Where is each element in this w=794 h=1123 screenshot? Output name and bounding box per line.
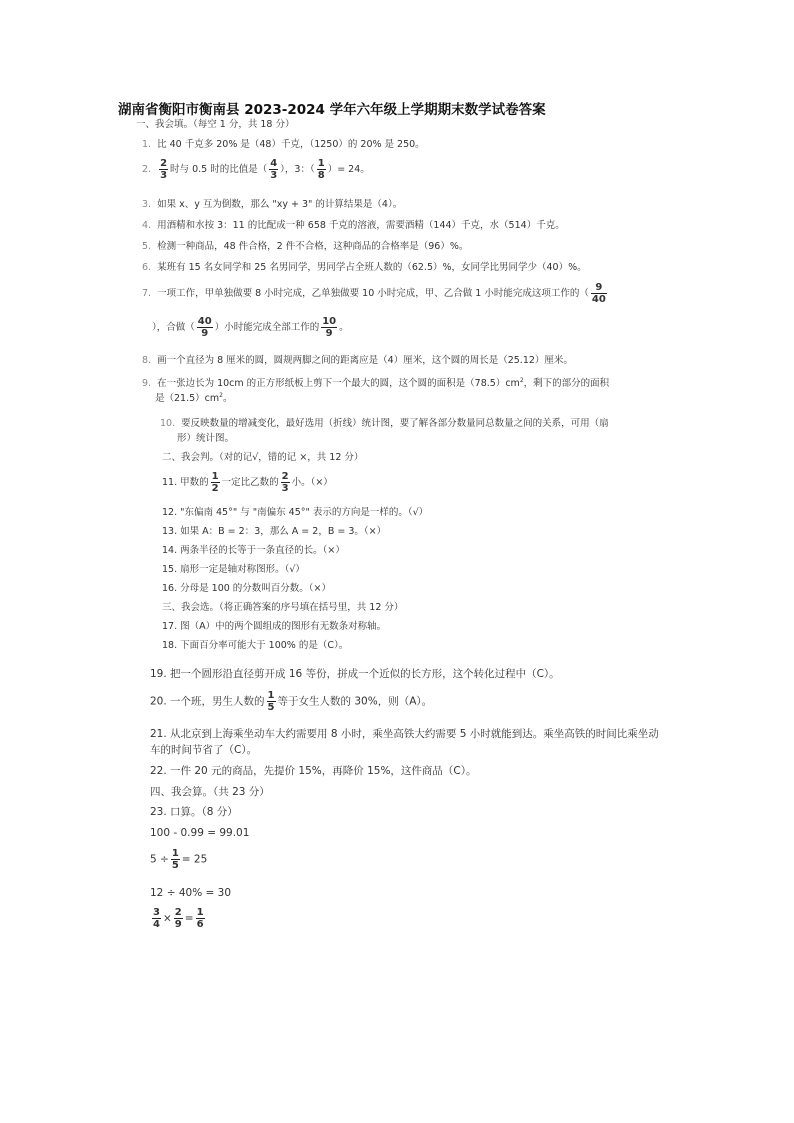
- section-heading-judge: 二、我会判。（对的记√，错的记 ×，共 12 分）: [162, 452, 364, 463]
- question-text: ），合做（: [152, 322, 195, 333]
- question-text: 小。（×）: [291, 477, 333, 488]
- question-text: 如果 x、y 互为倒数，那么 "xy + 3" 的计算结果是（4）。: [157, 199, 403, 210]
- question-16: 16. 分母是 100 的分数叫百分数。（×）: [162, 583, 332, 594]
- calc-operator: ×: [162, 912, 172, 925]
- fraction: $\frac{1}{6}$: [196, 907, 204, 930]
- fraction: $\frac{1}{5}$: [267, 690, 275, 713]
- fraction: $\frac{9}{40}$: [591, 282, 606, 305]
- question-text: ，剩下的部分的面积: [523, 378, 610, 390]
- question-text: ），3：（: [280, 164, 315, 175]
- question-15: 15. 扇形一定是轴对称图形。（√）: [162, 564, 305, 575]
- question-17: 17. 图（A）中的两个圆组成的图形有无数条对称轴。: [162, 621, 387, 632]
- question-21-line-2: 车的时间节省了（C）。: [150, 744, 258, 756]
- fraction: $\frac{10}{9}$: [322, 316, 337, 339]
- calculation-4: [150, 907, 207, 930]
- section-heading-fill: 一、我会填。（每空 1 分，共 18 分）: [136, 119, 295, 130]
- question-number: 8.: [142, 355, 152, 366]
- question-text: 一项工作，甲单独做要 8 小时完成，乙单独做要 10 小时完成，甲、乙合做 1 小时能完成这项工作的（: [157, 288, 589, 299]
- question-text: 。: [339, 322, 349, 333]
- superscript: 2: [219, 392, 223, 399]
- question-text: 时与 0.5 时的比值是（: [170, 164, 268, 175]
- section-heading-calc: 四、我会算。（共 23 分）: [150, 786, 270, 798]
- question-text: 用酒精和水按 3：11 的比配成一种 658 千克的溶液，需要酒精（144）千克，水（514）千克。: [157, 220, 565, 231]
- fraction: $\frac{4}{3}$: [270, 158, 278, 181]
- question-number: 7.: [142, 288, 152, 299]
- section-heading-choose: 三、我会选。（将正确答案的序号填在括号里，共 12 分）: [162, 602, 404, 613]
- fraction: $\frac{40}{9}$: [197, 316, 212, 339]
- question-text: 等于女生人数的 30%，则（A）。: [277, 695, 433, 708]
- question-21: 21. 从北京到上海乘坐动车大约需要用 8 小时，乘坐高铁大约需要 5 小时就能到达。乘坐高铁的时间比乘坐动: [150, 728, 659, 740]
- question-23: 23. 口算。（8 分）: [150, 806, 238, 818]
- question-number: 9.: [142, 378, 152, 390]
- question-19: 19. 把一个圆形沿直径剪开成 16 等份，拼成一个近似的长方形，这个转化过程中（C）。: [150, 668, 560, 680]
- fraction: $\frac{2}{9}$: [174, 907, 182, 930]
- question-4: [142, 219, 565, 232]
- question-8: [142, 354, 573, 367]
- question-12: 12. "东偏南 45°" 与 "南偏东 45°" 表示的方向是一样的。（√）: [162, 507, 429, 518]
- question-13: 13. 如果 A：B = 2：3，那么 A = 2，B = 3。（×）: [162, 526, 387, 537]
- question-10: [160, 417, 609, 430]
- question-9-line-2: [155, 389, 232, 405]
- question-1: [142, 138, 425, 151]
- question-2: [142, 158, 370, 181]
- superscript: 2: [519, 377, 524, 384]
- question-text: 比 40 千克多 20% 是（48）千克，（1250）的 20% 是 250。: [157, 139, 425, 150]
- page-title: 湖南省衡阳市衡南县 2023-2024 学年六年级上学期期末数学试卷答案: [118, 102, 546, 118]
- question-7: [142, 282, 609, 305]
- calc-text: = 25: [181, 853, 208, 866]
- question-text: ）小时能完成全部工作的: [214, 322, 320, 333]
- fraction: $\frac{1}{5}$: [171, 848, 179, 871]
- question-7-line-2: [152, 316, 349, 339]
- question-11: [162, 471, 333, 494]
- calculation-1: 100 - 0.99 = 99.01: [150, 827, 250, 839]
- question-9: [142, 374, 609, 390]
- calculation-3: 12 ÷ 40% = 30: [150, 887, 232, 899]
- question-text: ）= 24。: [327, 164, 370, 175]
- question-22: 22. 一件 20 元的商品，先提价 15%，再降价 15%，这件商品（C）。: [150, 765, 477, 777]
- question-18: 18. 下面百分率可能大于 100% 的是（C）。: [162, 640, 349, 651]
- question-text: 检测一种商品，48 件合格，2 件不合格，这种商品的合格率是（96）%。: [157, 241, 469, 252]
- question-number: 1.: [142, 139, 152, 150]
- question-number: 6.: [142, 262, 152, 273]
- question-text: 在一张边长为 10cm 的正方形纸板上剪下一个最大的圆，这个圆的面积是（78.5）cm: [157, 378, 520, 390]
- question-3: [142, 198, 402, 211]
- question-text: 要反映数量的增减变化，最好选用（折线）统计图，要了解各部分数量同总数量之间的关系，可用（扇: [181, 418, 609, 429]
- question-number: 5.: [142, 241, 152, 252]
- question-6: [142, 261, 587, 274]
- question-text: 一定比乙数的: [221, 477, 279, 488]
- calc-equals: =: [184, 912, 194, 925]
- question-number: 3.: [142, 199, 152, 210]
- question-text: 形）统计图。: [177, 433, 235, 444]
- question-20: [150, 690, 432, 713]
- fraction: $\frac{1}{8}$: [317, 158, 325, 181]
- fraction: $\frac{2}{3}$: [160, 158, 168, 181]
- question-10-line-2: [177, 432, 234, 445]
- fraction: $\frac{1}{2}$: [211, 471, 219, 494]
- fraction: $\frac{3}{4}$: [153, 907, 160, 930]
- question-number: 2.: [142, 164, 152, 175]
- fraction: $\frac{2}{3}$: [281, 471, 289, 494]
- question-text: 。: [222, 393, 233, 405]
- question-text: 某班有 15 名女同学和 25 名男同学，男同学占全班人数的（62.5）%，女同学比男同学少（40）%。: [157, 262, 587, 273]
- question-number: 10.: [160, 418, 176, 429]
- question-text: 是（21.5）cm: [155, 393, 220, 405]
- calculation-2: [150, 848, 207, 871]
- question-14: 14. 两条半径的长等于一条直径的长。（×）: [162, 545, 345, 556]
- question-number: 4.: [142, 220, 152, 231]
- question-text: 20. 一个班，男生人数的: [150, 695, 265, 708]
- question-text: 画一个直径为 8 厘米的圆，圆规两脚之间的距离应是（4）厘米，这个圆的周长是（25.12）厘米。: [157, 355, 573, 366]
- question-5: [142, 240, 468, 253]
- question-text: 11. 甲数的: [162, 477, 209, 488]
- calc-text: 5 ÷: [150, 853, 169, 866]
